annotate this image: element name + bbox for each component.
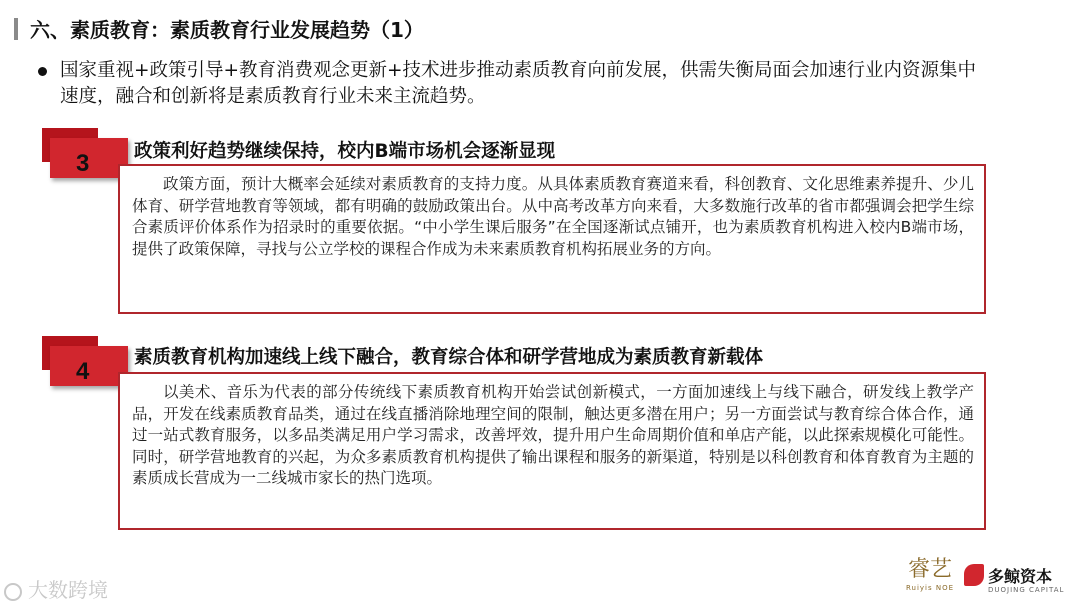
duojing-logo-subtext: DUOJING CAPITAL	[988, 586, 1065, 594]
duojing-logo-text: 多鲸资本	[988, 567, 1053, 586]
duojing-logo	[964, 560, 1074, 600]
watermark-logo-icon	[4, 583, 22, 601]
section-body-box	[118, 164, 986, 314]
bullet-icon	[38, 67, 47, 76]
ruiyi-logo-subtext: Ruiyis NOE	[905, 584, 955, 592]
section-title: 素质教育机构加速线上线下融合，教育综合体和研学营地成为素质教育新载体	[134, 347, 764, 368]
section-number: 3	[76, 150, 90, 177]
watermark	[4, 574, 108, 603]
ruiyi-logo	[900, 556, 960, 600]
intro-text: 国家重视+政策引导+教育消费观念更新+技术进步推动素质教育向前发展，供需失衡局面会加速行业内资源集中速度，融合和创新将是素质教育行业未来主流趋势。	[60, 60, 977, 107]
watermark-text: 大数跨境	[28, 578, 108, 602]
page-title: 六、素质教育：素质教育行业发展趋势（1）	[30, 18, 424, 42]
section-body: 以美术、音乐为代表的部分传统线下素质教育机构开始尝试创新模式，一方面加速线上与线下融合，研发线上教学产品，开发在线素质教育品类，通过在线直播消除地理空间的限制，触达更多潜在用户；另一方面尝试与教育综合体合作，通过一站式教育服务，以多品类满足用户学习需求，改善坪效，提升用户生命周期价值和单店产能，以此探索规模化可能性。同时，研学营地教育的兴起，为众多素质教育机构提供了输出课程和服务的新渠道，特别是以科创教育和体育教育为主题的素质成长营成为一二线城市家长的热门选项。	[132, 383, 974, 487]
section-body-box	[118, 372, 986, 530]
title-accent-bar	[14, 18, 18, 40]
duojing-logo-mark-icon	[964, 564, 984, 586]
section-body: 政策方面，预计大概率会延续对素质教育的支持力度。从具体素质教育赛道来看，科创教育、文化思维素养提升、少儿体育、研学营地教育等领域，都有明确的鼓励政策出台。从中高考改革方向来看，大多数施行改革的省市都强调会把学生综合素质评价体系作为招录时的重要依据。“中小学生课后服务”在全国逐渐试点铺开，也为素质教育机构进入校内B端市场，提供了政策保障，寻找与公立学校的课程合作成为未来素质教育机构拓展业务的方向。	[132, 175, 974, 258]
ruiyi-logo-text: 睿艺	[907, 557, 952, 582]
section-number: 4	[76, 358, 90, 385]
section-title: 政策利好趋势继续保持，校内B端市场机会逐渐显现	[134, 141, 556, 162]
